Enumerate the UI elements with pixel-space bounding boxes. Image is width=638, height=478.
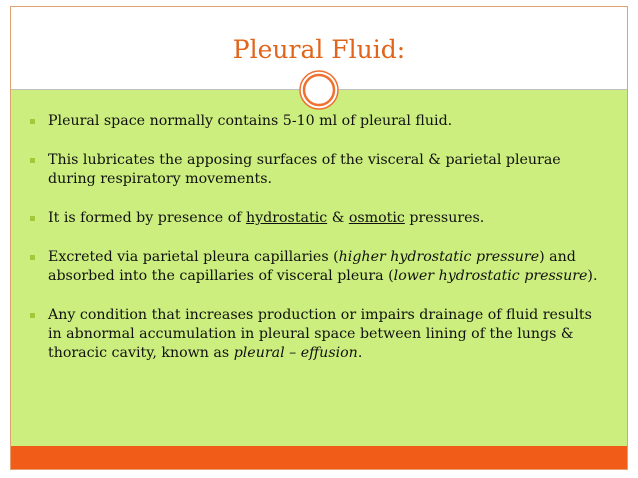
bullet-text: .: [357, 345, 363, 361]
bullet-text: Excreted via parietal pleura capillaries (: [48, 249, 339, 265]
bullet-text: Any condition that increases production or impairs drainage of fluid results in abnormal accumulation in pleural space between lining of the lungs & thoracic cavity, known as: [48, 307, 592, 361]
italic-term: lower hydrostatic pressure: [393, 268, 588, 284]
slide-title: Pleural Fluid:: [232, 35, 406, 64]
italic-term: higher hydrostatic pressure: [338, 249, 540, 265]
bullet-text: This lubricates the apposing surfaces of the visceral & parietal pleurae during respiratory movements.: [48, 152, 561, 187]
bullet-text: ).: [587, 268, 598, 284]
bullet-text: ) and absorbed into the capillaries of visceral pleura (: [48, 249, 576, 284]
bullet-text: Pleural space normally contains 5-10 ml of pleural fluid.: [48, 113, 453, 129]
bullet-text: &: [327, 210, 349, 226]
underlined-term-osmotic: osmotic: [348, 210, 405, 226]
slide-frame: [10, 6, 628, 470]
italic-term: pleural – effusion: [233, 345, 358, 361]
underlined-term-hydrostatic: hydrostatic: [246, 210, 328, 226]
bullet-text: pressures.: [404, 210, 485, 226]
bullet-text: It is formed by presence of: [48, 210, 246, 226]
